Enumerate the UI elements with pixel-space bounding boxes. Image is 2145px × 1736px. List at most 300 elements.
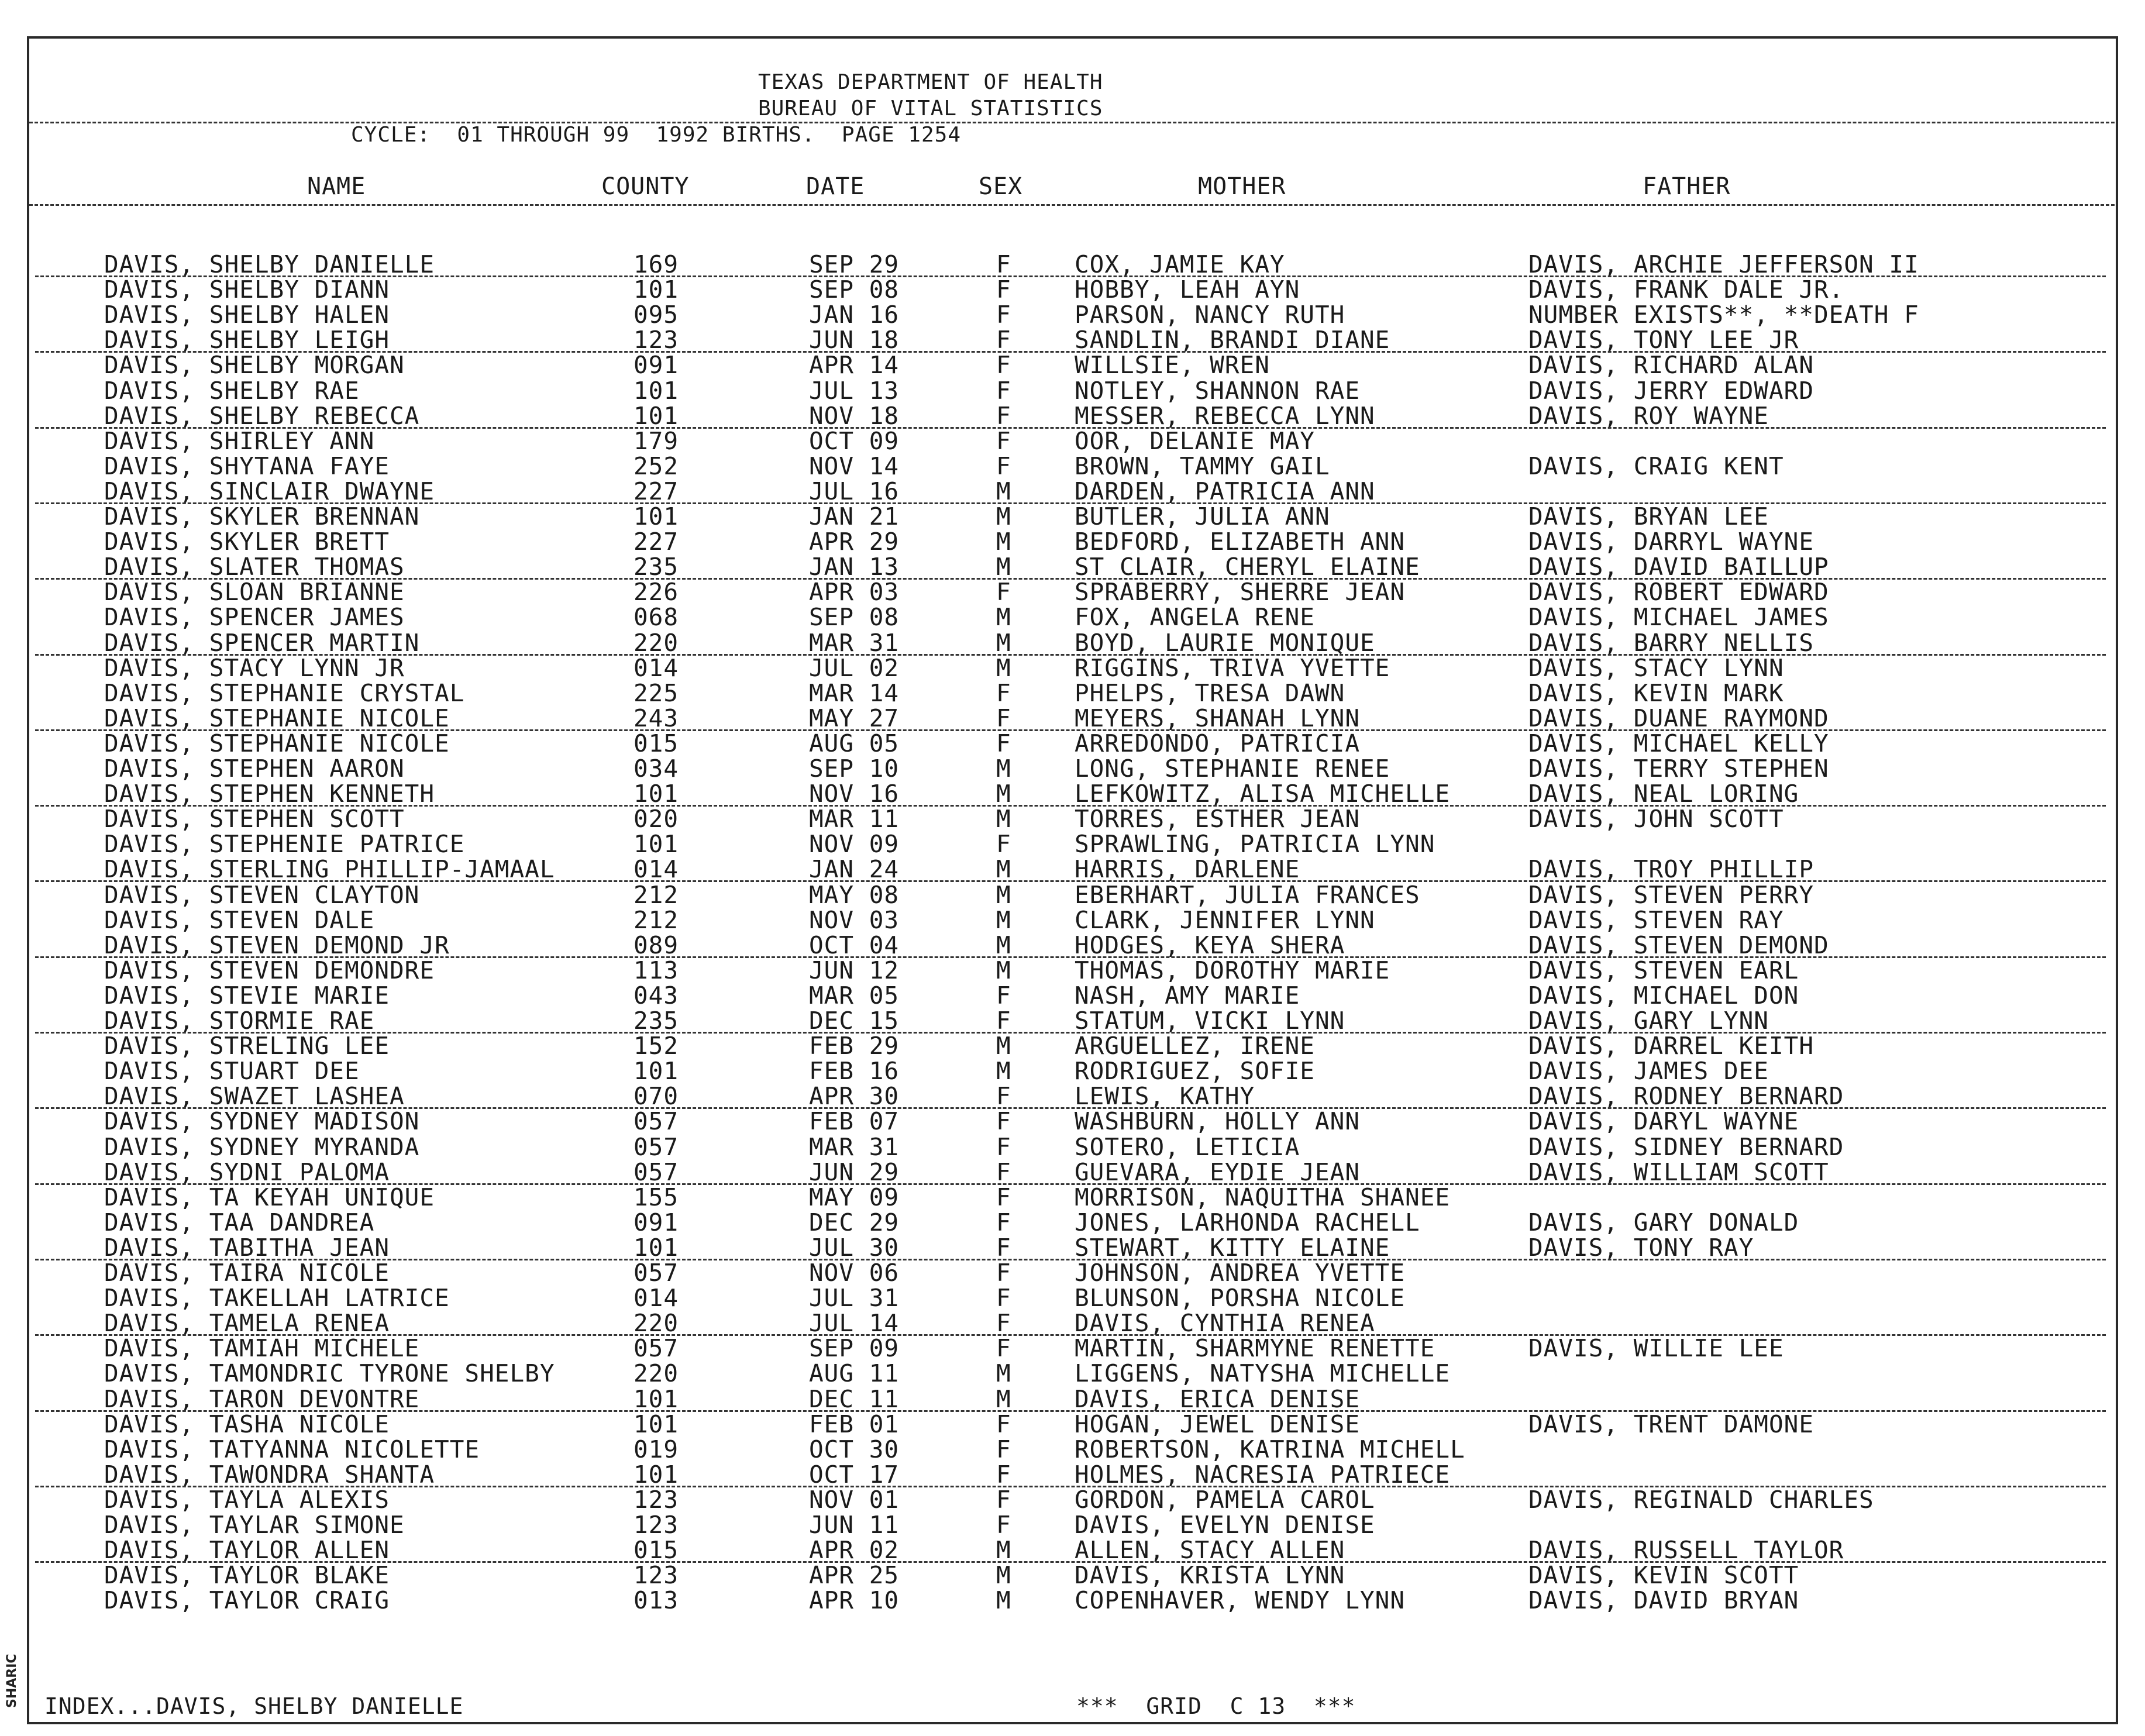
cell-county: 101 — [633, 780, 679, 808]
cell-sex: F — [996, 1183, 1011, 1211]
cell-county: 057 — [633, 1334, 679, 1363]
cell-mother: BLUNSON, PORSHA NICOLE — [1075, 1284, 1406, 1313]
cell-name: DAVIS, SHELBY MORGAN — [104, 351, 405, 380]
cell-mother: OOR, DELANIE MAY — [1075, 426, 1315, 455]
cell-county: 091 — [633, 1208, 679, 1236]
col-mother: MOTHER — [1198, 173, 1286, 200]
bureau-title: BUREAU OF VITAL STATISTICS — [758, 97, 1103, 120]
cell-date: SEP 10 — [809, 755, 900, 783]
table-row — [0, 781, 2145, 807]
cell-mother: LONG, STEPHANIE RENEE — [1075, 755, 1390, 783]
cell-mother: DAVIS, EVELYN DENISE — [1075, 1511, 1375, 1539]
cell-county: 101 — [633, 401, 679, 430]
cell-date: MAR 14 — [809, 678, 900, 707]
cell-county: 123 — [633, 1511, 679, 1539]
cell-county: 101 — [633, 502, 679, 531]
cell-mother: ST CLAIR, CHERYL ELAINE — [1075, 553, 1420, 581]
cell-name: DAVIS, SPENCER JAMES — [104, 603, 405, 632]
table-row — [0, 1361, 2145, 1386]
cell-mother: MEYERS, SHANAH LYNN — [1075, 704, 1360, 732]
cell-county: 252 — [633, 452, 679, 480]
cell-father: DAVIS, TONY LEE JR — [1528, 326, 1799, 354]
table-row — [0, 958, 2145, 983]
cell-county: 068 — [633, 603, 679, 632]
cell-sex: F — [996, 830, 1011, 859]
cell-name: DAVIS, TATYANNA NICOLETTE — [104, 1435, 480, 1463]
table-row — [0, 1286, 2145, 1311]
cell-father: DAVIS, MICHAEL KELLY — [1528, 729, 1829, 757]
cell-mother: EBERHART, JULIA FRANCES — [1075, 880, 1420, 909]
cell-date: MAY 08 — [809, 880, 900, 909]
cell-county: 057 — [633, 1107, 679, 1136]
cell-mother: HOLMES, NACRESIA PATRIECE — [1075, 1460, 1451, 1489]
table-row — [0, 1462, 2145, 1487]
cell-date: OCT 04 — [809, 931, 900, 959]
cell-date: SEP 29 — [809, 250, 900, 278]
cell-name: DAVIS, SHELBY LEIGH — [104, 326, 390, 354]
cell-date: NOV 03 — [809, 905, 900, 934]
cell-date: MAR 31 — [809, 1132, 900, 1161]
cell-date: OCT 09 — [809, 426, 900, 455]
cell-date: OCT 17 — [809, 1460, 900, 1489]
cell-sex: F — [996, 275, 1011, 304]
table-row — [0, 1084, 2145, 1109]
cell-sex: M — [996, 1536, 1011, 1565]
cell-date: NOV 16 — [809, 780, 900, 808]
cell-mother: HARRIS, DARLENE — [1075, 855, 1300, 884]
cycle-line: CYCLE: 01 THROUGH 99 1992 BIRTHS. PAGE 1254 — [351, 123, 961, 147]
table-row — [0, 832, 2145, 857]
cell-sex: M — [996, 931, 1011, 959]
cell-sex: F — [996, 729, 1011, 757]
table-row — [0, 580, 2145, 605]
cell-father: DAVIS, WILLIE LEE — [1528, 1334, 1784, 1363]
cell-father: DAVIS, JOHN SCOTT — [1528, 805, 1784, 833]
cell-county: 014 — [633, 653, 679, 682]
cell-name: DAVIS, SHELBY DIANN — [104, 275, 390, 304]
cell-name: DAVIS, TAYLOR BLAKE — [104, 1561, 390, 1590]
cell-name: DAVIS, SHELBY HALEN — [104, 301, 390, 329]
cell-sex: F — [996, 1284, 1011, 1313]
cell-sex: M — [996, 1057, 1011, 1086]
cell-sex: M — [996, 780, 1011, 808]
cell-father: DAVIS, DARRYL WAYNE — [1528, 528, 1814, 556]
cell-mother: MORRISON, NAQUITHA SHANEE — [1075, 1183, 1451, 1211]
cell-mother: DAVIS, KRISTA LYNN — [1075, 1561, 1345, 1590]
cell-mother: BOYD, LAURIE MONIQUE — [1075, 628, 1375, 657]
table-row — [0, 1538, 2145, 1563]
table-row — [0, 731, 2145, 756]
cell-sex: M — [996, 603, 1011, 632]
table-row — [0, 302, 2145, 328]
agency-title: TEXAS DEPARTMENT OF HEALTH — [758, 70, 1103, 94]
cell-mother: SANDLIN, BRANDI DIANE — [1075, 326, 1390, 354]
cell-county: 019 — [633, 1435, 679, 1463]
cell-mother: DAVIS, CYNTHIA RENEA — [1075, 1309, 1375, 1338]
cell-mother: SPRAWLING, PATRICIA LYNN — [1075, 830, 1435, 859]
cell-mother: SOTERO, LETICIA — [1075, 1132, 1300, 1161]
cell-name: DAVIS, SKYLER BRENNAN — [104, 502, 420, 531]
cell-father: DAVIS, ARCHIE JEFFERSON II — [1528, 250, 1919, 278]
cell-date: AUG 11 — [809, 1359, 900, 1388]
cell-name: DAVIS, STEVEN DALE — [104, 905, 375, 934]
cell-county: 095 — [633, 301, 679, 329]
cell-mother: COPENHAVER, WENDY LYNN — [1075, 1586, 1406, 1615]
cell-name: DAVIS, TAIRA NICOLE — [104, 1259, 390, 1287]
cell-mother: NOTLEY, SHANNON RAE — [1075, 376, 1360, 405]
cell-date: JAN 24 — [809, 855, 900, 884]
cell-sex: F — [996, 1511, 1011, 1539]
cell-mother: ARGUELLEZ, IRENE — [1075, 1032, 1315, 1060]
cell-mother: LEWIS, KATHY — [1075, 1082, 1255, 1111]
cell-name: DAVIS, TAA DANDREA — [104, 1208, 375, 1236]
cell-sex: M — [996, 755, 1011, 783]
cell-mother: WILLSIE, WREN — [1075, 351, 1270, 380]
cell-sex: M — [996, 905, 1011, 934]
cell-sex: M — [996, 1384, 1011, 1413]
cell-name: DAVIS, SKYLER BRETT — [104, 528, 390, 556]
table-row — [0, 1034, 2145, 1059]
cell-sex: F — [996, 704, 1011, 732]
cell-name: DAVIS, TAYLAR SIMONE — [104, 1511, 405, 1539]
cell-mother: BEDFORD, ELIZABETH ANN — [1075, 528, 1406, 556]
cell-county: 091 — [633, 351, 679, 380]
cell-sex: F — [996, 678, 1011, 707]
cell-sex: F — [996, 426, 1011, 455]
cell-mother: GORDON, PAMELA CAROL — [1075, 1485, 1375, 1514]
table-row — [0, 1311, 2145, 1336]
cell-father: DAVIS, DAVID BAILLUP — [1528, 553, 1829, 581]
cell-date: AUG 05 — [809, 729, 900, 757]
table-row — [0, 905, 2145, 934]
cell-date: APR 02 — [809, 1536, 900, 1565]
cell-county: 013 — [633, 1586, 679, 1615]
cell-sex: M — [996, 880, 1011, 909]
cell-county: 015 — [633, 729, 679, 757]
cell-sex: F — [996, 1233, 1011, 1262]
cell-father: DAVIS, ROBERT EDWARD — [1528, 578, 1829, 607]
cell-name: DAVIS, SLATER THOMAS — [104, 553, 405, 581]
cell-county: 014 — [633, 855, 679, 884]
cell-mother: ROBERTSON, KATRINA MICHELL — [1075, 1435, 1465, 1463]
cell-mother: LEFKOWITZ, ALISA MICHELLE — [1075, 780, 1451, 808]
cell-name: DAVIS, TAYLA ALEXIS — [104, 1485, 390, 1514]
table-row — [0, 1260, 2145, 1286]
cell-county: 123 — [633, 326, 679, 354]
cell-date: APR 29 — [809, 528, 900, 556]
table-row — [0, 933, 2145, 958]
cell-father: DAVIS, JAMES DEE — [1528, 1057, 1769, 1086]
table-row — [0, 1487, 2145, 1513]
table-row — [0, 1132, 2145, 1161]
cell-date: NOV 09 — [809, 830, 900, 859]
cell-father: DAVIS, DAVID BRYAN — [1528, 1586, 1799, 1615]
cell-date: MAR 05 — [809, 981, 900, 1010]
cell-county: 043 — [633, 981, 679, 1010]
cell-county: 101 — [633, 1057, 679, 1086]
cell-date: JAN 13 — [809, 553, 900, 581]
cell-name: DAVIS, SYDNEY MADISON — [104, 1107, 420, 1136]
cell-sex: M — [996, 855, 1011, 884]
cell-name: DAVIS, SINCLAIR DWAYNE — [104, 477, 435, 505]
cell-county: 226 — [633, 578, 679, 607]
cell-mother: CLARK, JENNIFER LYNN — [1075, 905, 1375, 934]
cell-mother: GUEVARA, EYDIE JEAN — [1075, 1158, 1360, 1186]
cell-father: DAVIS, RICHARD ALAN — [1528, 351, 1814, 380]
table-row — [0, 1513, 2145, 1538]
cell-father: DAVIS, FRANK DALE JR. — [1528, 275, 1844, 304]
table-row — [0, 1059, 2145, 1084]
table-row — [0, 983, 2145, 1008]
cell-county: 057 — [633, 1259, 679, 1287]
cell-name: DAVIS, STERLING PHILLIP-JAMAAL — [104, 855, 555, 884]
cell-county: 123 — [633, 1485, 679, 1514]
cell-county: 101 — [633, 1233, 679, 1262]
cell-name: DAVIS, TAMONDRIC TYRONE SHELBY — [104, 1359, 555, 1388]
cell-sex: M — [996, 553, 1011, 581]
cell-county: 101 — [633, 275, 679, 304]
table-row — [0, 880, 2145, 909]
cell-date: DEC 29 — [809, 1208, 900, 1236]
cell-name: DAVIS, STACY LYNN JR — [104, 653, 405, 682]
cell-date: JAN 21 — [809, 502, 900, 531]
cell-name: DAVIS, TAMELA RENEA — [104, 1309, 390, 1338]
cell-date: NOV 14 — [809, 452, 900, 480]
cell-county: 057 — [633, 1132, 679, 1161]
cell-sex: F — [996, 376, 1011, 405]
cell-father: DAVIS, CRAIG KENT — [1528, 452, 1784, 480]
cell-sex: M — [996, 956, 1011, 984]
cell-father: DAVIS, REGINALD CHARLES — [1528, 1485, 1874, 1514]
cell-county: 212 — [633, 905, 679, 934]
cell-name: DAVIS, SHIRLEY ANN — [104, 426, 375, 455]
cell-mother: BUTLER, JULIA ANN — [1075, 502, 1330, 531]
cell-name: DAVIS, TA KEYAH UNIQUE — [104, 1183, 435, 1211]
cell-sex: M — [996, 1359, 1011, 1388]
cell-county: 179 — [633, 426, 679, 455]
cell-county: 225 — [633, 678, 679, 707]
cell-sex: M — [996, 528, 1011, 556]
cell-mother: MESSER, REBECCA LYNN — [1075, 401, 1375, 430]
cell-father: DAVIS, STEVEN PERRY — [1528, 880, 1814, 909]
cell-sex: M — [996, 628, 1011, 657]
cell-date: APR 30 — [809, 1082, 900, 1111]
cell-name: DAVIS, TAYLOR CRAIG — [104, 1586, 390, 1615]
table-row — [0, 277, 2145, 302]
cell-mother: COX, JAMIE KAY — [1075, 250, 1285, 278]
cell-father: DAVIS, SIDNEY BERNARD — [1528, 1132, 1844, 1161]
cell-date: SEP 09 — [809, 1334, 900, 1363]
cell-county: 089 — [633, 931, 679, 959]
cell-county: 212 — [633, 880, 679, 909]
cell-date: OCT 30 — [809, 1435, 900, 1463]
table-row — [0, 653, 2145, 682]
cell-sex: F — [996, 401, 1011, 430]
table-row — [0, 1109, 2145, 1134]
cell-date: JUL 02 — [809, 653, 900, 682]
index-footer: INDEX...DAVIS, SHELBY DANIELLE — [44, 1693, 464, 1719]
cell-father: DAVIS, DARREL KEITH — [1528, 1032, 1814, 1060]
cell-date: JUL 30 — [809, 1233, 900, 1262]
cell-name: DAVIS, SHELBY DANIELLE — [104, 250, 435, 278]
table-row — [0, 529, 2145, 554]
table-row — [0, 1412, 2145, 1437]
cell-sex: F — [996, 301, 1011, 329]
cell-mother: ARREDONDO, PATRICIA — [1075, 729, 1360, 757]
cell-date: FEB 29 — [809, 1032, 900, 1060]
cell-county: 227 — [633, 477, 679, 505]
cell-name: DAVIS, SPENCER MARTIN — [104, 628, 420, 657]
cell-county: 101 — [633, 376, 679, 405]
cell-mother: TORRES, ESTHER JEAN — [1075, 805, 1360, 833]
cell-county: 101 — [633, 1460, 679, 1489]
cell-father: DAVIS, TONY RAY — [1528, 1233, 1754, 1262]
table-row — [0, 328, 2145, 353]
cell-mother: JOHNSON, ANDREA YVETTE — [1075, 1259, 1406, 1287]
cell-county: 014 — [633, 1284, 679, 1313]
table-row — [0, 628, 2145, 657]
cell-mother: ALLEN, STACY ALLEN — [1075, 1536, 1345, 1565]
cell-sex: M — [996, 805, 1011, 833]
cell-county: 015 — [633, 1536, 679, 1565]
cell-county: 220 — [633, 628, 679, 657]
cell-sex: F — [996, 1259, 1011, 1287]
cell-father: DAVIS, STACY LYNN — [1528, 653, 1784, 682]
cell-mother: WASHBURN, HOLLY ANN — [1075, 1107, 1360, 1136]
cell-county: 101 — [633, 830, 679, 859]
cell-name: DAVIS, SHYTANA FAYE — [104, 452, 390, 480]
cell-mother: NASH, AMY MARIE — [1075, 981, 1300, 1010]
cell-name: DAVIS, STEPHEN KENNETH — [104, 780, 435, 808]
cell-name: DAVIS, TASHA NICOLE — [104, 1410, 390, 1438]
cell-name: DAVIS, TAWONDRA SHANTA — [104, 1460, 435, 1489]
cell-date: JUL 31 — [809, 1284, 900, 1313]
table-row — [0, 706, 2145, 731]
cell-sex: M — [996, 477, 1011, 505]
cell-mother: SPRABERRY, SHERRE JEAN — [1075, 578, 1406, 607]
cell-father: DAVIS, MICHAEL DON — [1528, 981, 1799, 1010]
cell-sex: F — [996, 1107, 1011, 1136]
cell-father: DAVIS, BRYAN LEE — [1528, 502, 1769, 531]
table-row — [0, 1210, 2145, 1235]
table-row — [0, 1160, 2145, 1185]
cell-date: NOV 06 — [809, 1259, 900, 1287]
table-row — [0, 1563, 2145, 1588]
cell-name: DAVIS, STEVEN CLAYTON — [104, 880, 420, 909]
cell-name: DAVIS, STUART DEE — [104, 1057, 360, 1086]
cell-county: 220 — [633, 1309, 679, 1338]
cell-father: DAVIS, WILLIAM SCOTT — [1528, 1158, 1829, 1186]
cell-mother: FOX, ANGELA RENE — [1075, 603, 1315, 632]
cell-date: JUN 29 — [809, 1158, 900, 1186]
cell-date: APR 03 — [809, 578, 900, 607]
cell-father: DAVIS, MICHAEL JAMES — [1528, 603, 1829, 632]
cell-sex: F — [996, 1435, 1011, 1463]
cell-sex: M — [996, 1586, 1011, 1615]
cell-county: 169 — [633, 250, 679, 278]
cell-sex: F — [996, 250, 1011, 278]
cell-date: MAR 11 — [809, 805, 900, 833]
cell-date: FEB 16 — [809, 1057, 900, 1086]
cell-father: DAVIS, RUSSELL TAYLOR — [1528, 1536, 1844, 1565]
table-row — [0, 1588, 2145, 1613]
table-row — [0, 1185, 2145, 1210]
cell-sex: F — [996, 351, 1011, 380]
cell-mother: STEWART, KITTY ELAINE — [1075, 1233, 1390, 1262]
cell-father: DAVIS, KEVIN SCOTT — [1528, 1561, 1799, 1590]
cell-mother: MARTIN, SHARMYNE RENETTE — [1075, 1334, 1435, 1363]
cell-father: DAVIS, NEAL LORING — [1528, 780, 1799, 808]
cell-date: JUN 12 — [809, 956, 900, 984]
cell-name: DAVIS, STEPHENIE PATRICE — [104, 830, 465, 859]
cell-date: DEC 15 — [809, 1007, 900, 1035]
cell-county: 113 — [633, 956, 679, 984]
cell-father: DAVIS, BARRY NELLIS — [1528, 628, 1814, 657]
cell-father: DAVIS, GARY LYNN — [1528, 1007, 1769, 1035]
cell-county: 101 — [633, 1410, 679, 1438]
cell-name: DAVIS, SYDNEY MYRANDA — [104, 1132, 420, 1161]
cell-sex: F — [996, 1208, 1011, 1236]
cell-county: 227 — [633, 528, 679, 556]
cell-county: 123 — [633, 1561, 679, 1590]
table-row — [0, 426, 2145, 455]
cell-mother: DAVIS, ERICA DENISE — [1075, 1384, 1360, 1413]
cell-sex: F — [996, 981, 1011, 1010]
table-row — [0, 857, 2145, 882]
cell-father: DAVIS, TROY PHILLIP — [1528, 855, 1814, 884]
cell-county: 020 — [633, 805, 679, 833]
cell-name: DAVIS, STEVEN DEMOND JR — [104, 931, 450, 959]
table-row — [0, 1235, 2145, 1260]
cell-name: DAVIS, SYDNI PALOMA — [104, 1158, 390, 1186]
cell-sex: F — [996, 1158, 1011, 1186]
cell-father: DAVIS, ROY WAYNE — [1528, 401, 1769, 430]
cell-sex: M — [996, 1032, 1011, 1060]
cell-name: DAVIS, STORMIE RAE — [104, 1007, 375, 1035]
cell-sex: F — [996, 452, 1011, 480]
cell-county: 101 — [633, 1384, 679, 1413]
table-row — [0, 807, 2145, 832]
cell-mother: PHELPS, TRESA DAWN — [1075, 678, 1345, 707]
cell-date: APR 25 — [809, 1561, 900, 1590]
cell-county: 155 — [633, 1183, 679, 1211]
cell-county: 243 — [633, 704, 679, 732]
table-row — [0, 504, 2145, 529]
cell-father: DAVIS, KEVIN MARK — [1528, 678, 1784, 707]
cell-name: DAVIS, SHELBY RAE — [104, 376, 360, 405]
cell-sex: F — [996, 1460, 1011, 1489]
cell-date: JUL 14 — [809, 1309, 900, 1338]
table-row — [0, 605, 2145, 630]
cell-mother: RIGGINS, TRIVA YVETTE — [1075, 653, 1390, 682]
cell-name: DAVIS, SLOAN BRIANNE — [104, 578, 405, 607]
cell-father: DAVIS, STEVEN DEMOND — [1528, 931, 1829, 959]
cell-date: JUL 13 — [809, 376, 900, 405]
cell-father: DAVIS, GARY DONALD — [1528, 1208, 1799, 1236]
cell-mother: RODRIGUEZ, SOFIE — [1075, 1057, 1315, 1086]
cell-mother: PARSON, NANCY RUTH — [1075, 301, 1345, 329]
col-county: COUNTY — [601, 173, 690, 200]
cell-name: DAVIS, STEPHEN SCOTT — [104, 805, 405, 833]
cell-date: NOV 18 — [809, 401, 900, 430]
cell-sex: F — [996, 326, 1011, 354]
cell-father: DAVIS, TERRY STEPHEN — [1528, 755, 1829, 783]
cell-father: NUMBER EXISTS**, **DEATH F — [1528, 301, 1919, 329]
cell-name: DAVIS, STEPHANIE NICOLE — [104, 729, 450, 757]
cell-mother: HOBBY, LEAH AYN — [1075, 275, 1300, 304]
cell-date: APR 14 — [809, 351, 900, 380]
cell-sex: F — [996, 1485, 1011, 1514]
